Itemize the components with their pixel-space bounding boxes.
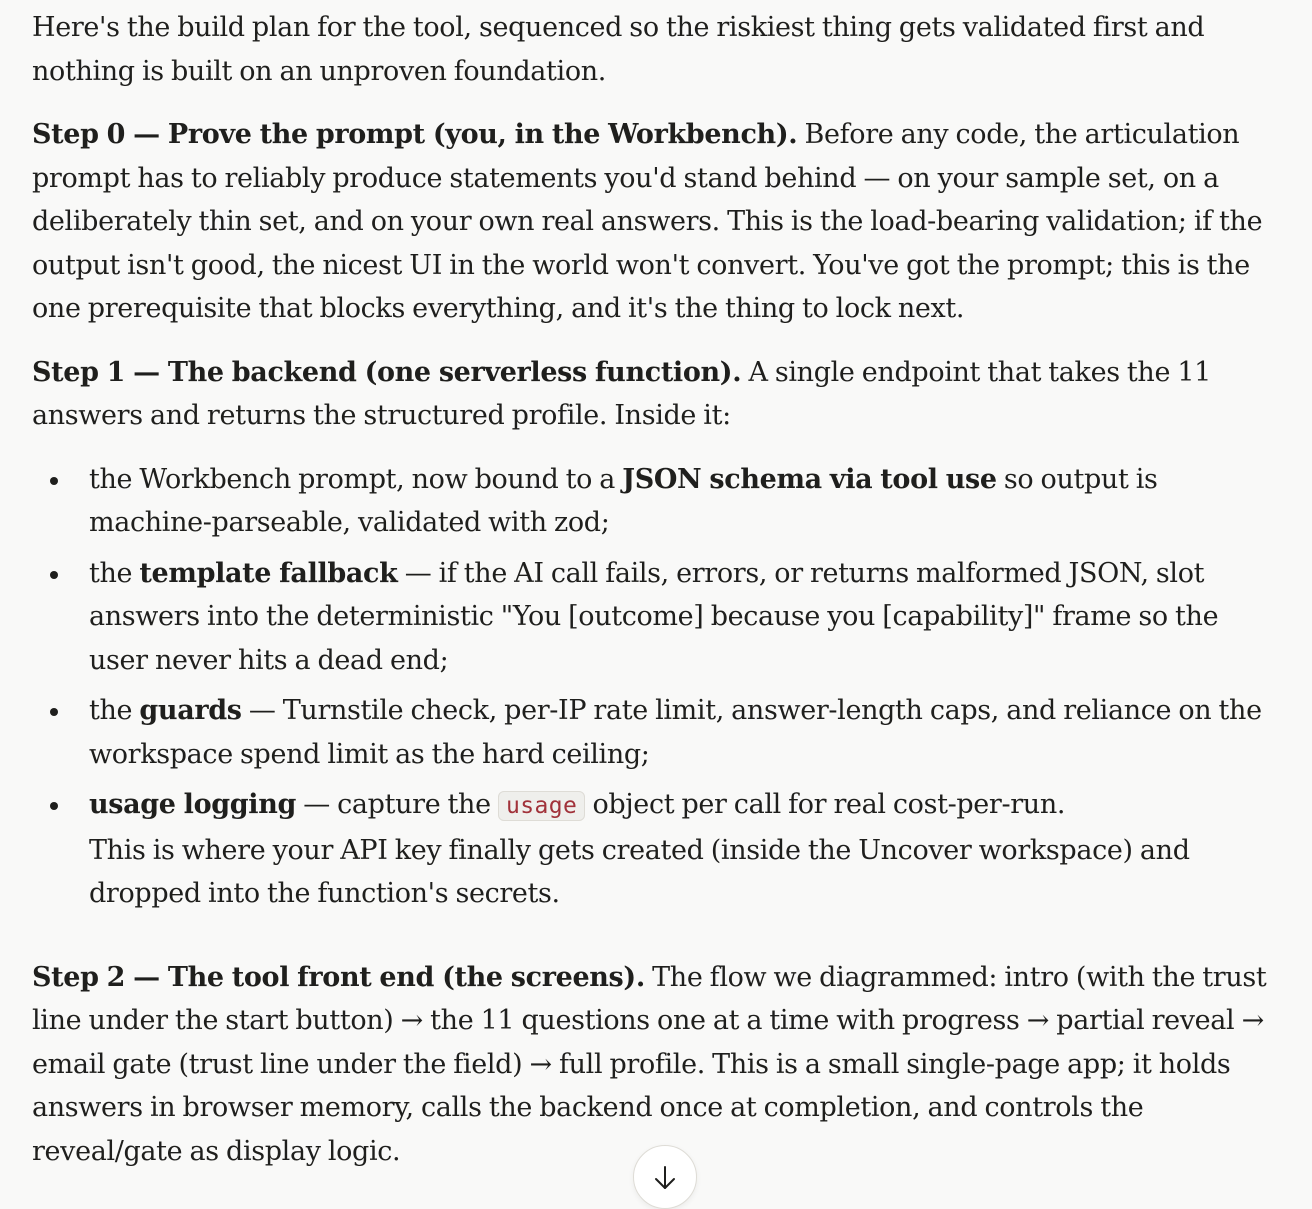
assistant-message	[32, 6, 1282, 1193]
bullet-text: so output is machine-parseable, validated with zod;	[89, 463, 1158, 538]
bullet-emphasis: template fallback	[139, 557, 398, 589]
scroll-to-bottom-button[interactable]	[633, 1145, 697, 1209]
list-item-usage-logging	[32, 783, 1282, 916]
bullet-text: the Workbench prompt, now bound to a	[89, 463, 623, 495]
arrow-down-icon	[653, 1165, 677, 1191]
list-item	[32, 552, 1282, 683]
list-item	[32, 458, 1282, 545]
inline-code-usage: usage	[498, 791, 585, 821]
step-0-heading: Step 0 — Prove the prompt (you, in the Workbench).	[32, 119, 798, 150]
step-2-paragraph	[32, 956, 1282, 1174]
bullet-text: the	[89, 695, 140, 726]
step-0-paragraph	[32, 113, 1282, 331]
bullet-text: object per call for real cost-per-run.	[585, 789, 1066, 820]
bullet-text: — Turnstile check, per-IP rate limit, answer-length caps, and reliance on the workspace spend limit as the hard ceiling;	[89, 695, 1262, 770]
intro-paragraph: Here's the build plan for the tool, sequenced so the riskiest thing gets validated first and nothing is built on an unproven foundation.	[32, 12, 1205, 87]
bullet-text: — capture the	[296, 789, 498, 820]
bullet-emphasis: JSON schema via tool use	[622, 463, 997, 495]
bullet-continuation: This is where your API key finally gets created (inside the Uncover workspace) and dropped into the function's secrets.	[89, 834, 1190, 909]
step-1-bullet-list	[32, 458, 1282, 916]
bullet-text: — if the AI call fails, errors, or returns malformed JSON, slot answers into the deterministic "You [outcome] because you [capability]" frame so the user never hits a dead end;	[89, 557, 1219, 676]
step-2-body: The flow we diagrammed: intro (with the trust line under the start button) → the 11 questions one at a time with progress → partial reveal → email gate (trust line under the field) → full profile. This is a small single-page app; it holds answers in browser memory, calls the backend once at completion, and controls the reveal/gate as display logic.	[32, 961, 1267, 1167]
step-1-heading: Step 1 — The backend (one serverless function).	[32, 356, 742, 388]
bullet-emphasis: usage logging	[89, 789, 297, 820]
step-0-body: Before any code, the articulation prompt has to reliably produce statements you'd stand behind — on your sample set, on a deliberately thin set, and on your own real answers. This is the load-bearing validation; if the output isn't good, the nicest UI in the world won't convert. You've got the prompt; this is the one prerequisite that blocks everything, and it's the thing to lock next.	[32, 119, 1263, 324]
step-1-body: A single endpoint that takes the 11 answers and returns the structured profile. Inside it:	[32, 356, 1211, 431]
step-2-heading: Step 2 — The tool front end (the screens).	[32, 961, 645, 993]
bullet-text: the	[89, 557, 140, 589]
step-1-paragraph	[32, 351, 1282, 438]
bullet-emphasis: guards	[139, 695, 242, 726]
list-item	[32, 689, 1282, 776]
